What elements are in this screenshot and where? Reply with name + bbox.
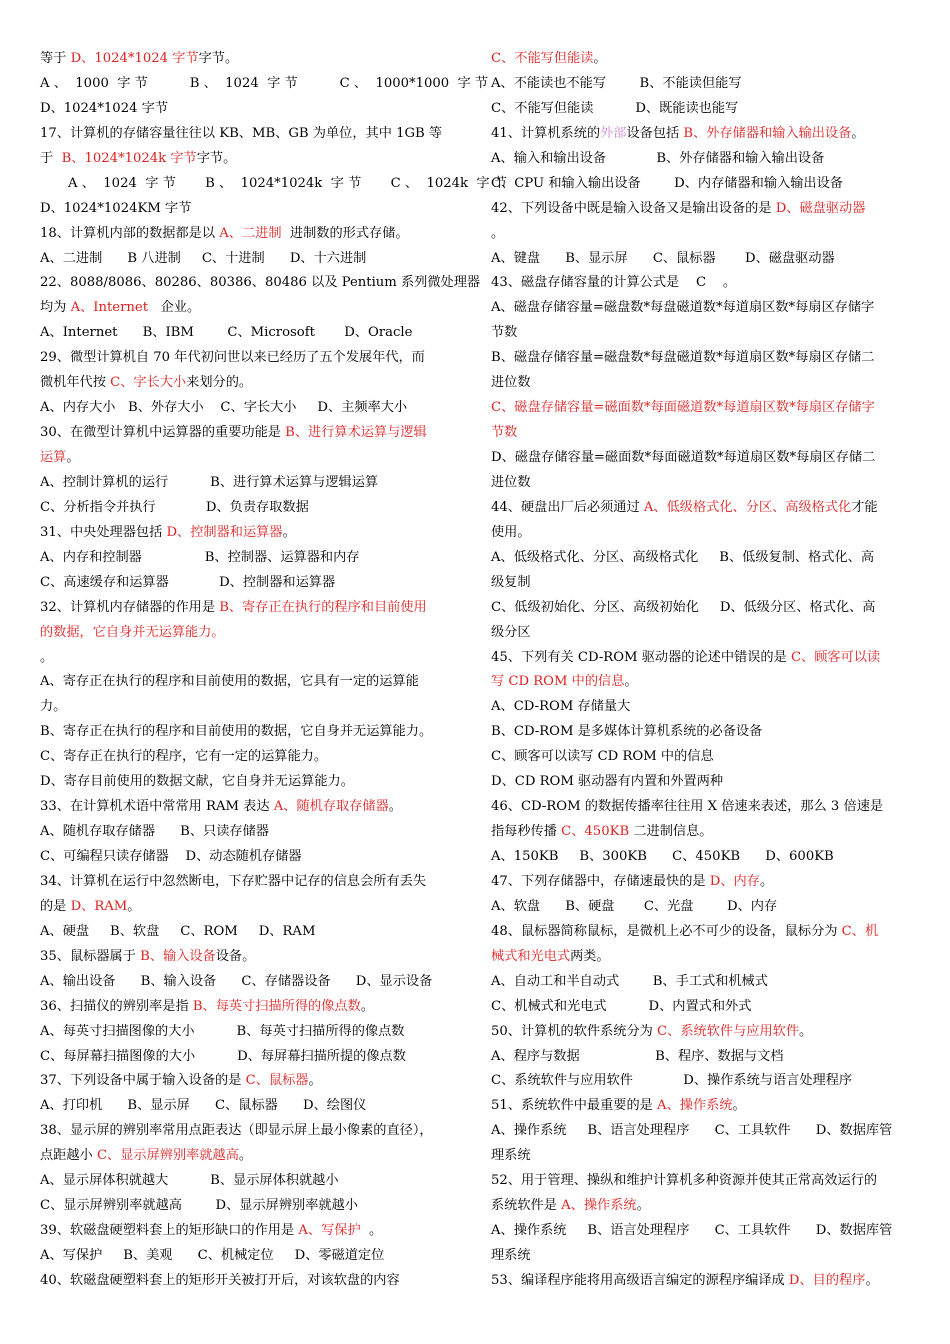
text-segment: 进制数的形式存储。 [281,225,409,241]
text-segment: 设备包括 [626,125,684,141]
answer-text: D、内存 [709,873,760,889]
left-text-line [40,521,460,546]
text-segment: 。 [636,1198,650,1214]
text-segment: 级复制 [491,574,531,590]
text-segment: 。 [851,125,865,141]
text-segment: 42、下列设备中既是输入设备又是输出设备的是 [491,200,776,216]
text-segment: 。 [593,51,607,66]
text-segment: 30、在微型计算机中运算器的重要功能是 [40,425,286,441]
left-text-line [40,695,460,720]
text-segment: C、CPU 和输入输出设备 D、内存储器和输入输出设备 [491,175,843,191]
text-segment: 39、软磁盘硬塑料套上的矩形缺口的作用是 [40,1223,299,1239]
right-text-line [491,296,911,321]
right-text-line [491,122,911,147]
text-segment: 51、系统软件中最重要的是 [491,1098,658,1114]
left-text-line [40,920,460,945]
right-text-line [491,172,911,197]
text-segment: 。 [127,898,141,914]
left-text-line [40,1119,460,1144]
text-segment: 均为 [40,300,71,316]
text-segment: C、可编程只读存储器 D、动态随机存储器 [40,849,302,864]
left-text-line [40,1020,460,1045]
left-text-line [40,471,460,496]
text-segment: A、内存和控制器 B、控制器、运算器和内存 [40,549,360,565]
right-text-line [491,870,911,895]
text-segment: A、输入和输出设备 B、外存储器和输入输出设备 [491,150,825,166]
text-segment: 节数 [491,325,518,341]
text-segment: 企业。 [148,300,201,316]
text-segment: 。 [624,674,638,690]
left-text-line [40,795,460,820]
text-segment: 才能 [851,499,878,515]
text-segment: A、打印机 B、显示屏 C、鼠标器 D、绘图仪 [40,1098,367,1114]
left-text-line [40,820,460,845]
left-text-line [40,646,460,671]
text-segment: 使用。 [491,524,531,540]
text-segment: 点距越小 [40,1148,97,1164]
text-segment: A、操作系统 B、语言处理程序 C、工具软件 D、数据库管 [491,1223,893,1239]
text-segment: A、操作系统 B、语言处理程序 C、工具软件 D、数据库管 [491,1123,893,1139]
right-text-line [491,147,911,172]
text-segment: 。 [388,799,402,815]
left-text-line [40,596,460,621]
answer-text: C、顾客可以读 [790,649,881,665]
text-segment: C、低级初始化、分区、高级初始化 D、低级分区、格式化、高 [491,599,876,615]
answer-text: A、随机存取存储器 [273,799,389,815]
answer-text: C、系统软件与应用软件 [657,1023,800,1039]
right-text-line [491,720,911,745]
right-text-line [491,1020,911,1045]
text-segment: 。 [66,450,80,465]
left-text-line [40,670,460,695]
answer-text: A、操作系统 [561,1198,637,1214]
left-text-line [40,1194,460,1219]
left-text-line [40,1094,460,1119]
left-text-line [40,172,507,197]
left-text-line [40,970,460,995]
answer-text: B、寄存正在执行的程序和目前使用 [219,599,427,615]
text-segment: 。 [282,524,296,540]
text-segment: 级分区 [491,624,531,640]
answer-text: C、机 [841,923,879,939]
text-segment: 33、在计算机术语中常常用 RAM 表达 [40,799,274,815]
answer-text: B、输入设备 [140,948,216,964]
right-text-line [491,1169,911,1194]
right-text-line [491,496,911,521]
text-segment: 二进制信息。 [629,824,713,840]
right-text-line [491,646,911,671]
right-text-line [491,995,911,1020]
text-segment: 45、下列有关 CD-ROM 驱动器的论述中错误的是 [491,649,791,665]
answer-text: D、磁盘驱动器 [775,200,866,216]
answer-text: A、低级格式化、分区、高级格式化 [643,499,852,515]
left-text-line [40,770,460,795]
left-text-line [40,621,460,646]
text-segment: 47、下列存储器中，存储速最快的是 [491,873,710,889]
left-text-line [40,197,460,222]
text-segment: 系统软件是 [491,1198,562,1214]
text-segment: 于 [40,150,62,166]
right-text-line [491,546,911,571]
text-segment: C、机械式和光电式 D、内置式和外式 [491,998,752,1014]
text-segment: A 、 1000 字 节 B 、 1024 字 节 C 、 1000*1000 字 节 [40,75,489,91]
answer-text: A、Internet [70,300,148,316]
text-segment: C、高速缓存和运算器 D、控制器和运算器 [40,574,336,590]
text-segment: C、显示屏辨别率就越高 D、显示屏辨别率就越小 [40,1198,358,1214]
text-segment: 43、磁盘存储容量的计算公式是 C 。 [491,275,737,291]
text-segment: 。 [360,998,374,1014]
left-text-line [40,321,460,346]
answer-text: 写 CD ROM 中的信息 [491,674,625,690]
right-text-line [491,97,911,122]
answer-text: B、进行算术运算与逻辑 [285,425,427,441]
answer-text: B、外存储器和输入输出设备 [683,125,852,141]
text-segment: 。 [360,1223,383,1239]
text-segment: A、不能读也不能写 B、不能读但能写 [491,75,742,91]
text-segment: 31、中央处理器包括 [40,524,167,540]
text-segment: 34、计算机在运行中忽然断电，下存贮器中记存的信息会所有丢失 [40,873,427,889]
right-text-line [491,1045,911,1070]
left-text-line [40,396,460,421]
text-segment: 52、用于管理、操纵和维护计算机多种资源并使其正常高效运行的 [491,1173,878,1189]
right-text-line [491,820,911,845]
right-text-line [491,920,911,945]
right-text-line [491,371,911,396]
text-segment: 理系统 [491,1148,531,1164]
text-segment: B、寄存正在执行的程序和目前使用的数据，它自身并无运算能力。 [40,724,433,740]
text-segment: 18、计算机内部的数据都是以 [40,225,220,241]
text-segment: 22、8088/8086、80286、80386、80486 以及 Pentium 系列微处理器 [40,275,481,291]
text-segment: 46、CD-ROM 的数据传播率往往用 X 倍速来表述，那么 3 倍速是 [491,799,884,815]
text-segment: C、分析指令并执行 D、负责存取数据 [40,499,309,515]
text-segment: 32、计算机内存储器的作用是 [40,599,220,615]
right-text-line [491,446,911,471]
text-segment: 40、软磁盘硬塑料套上的矩形开关被打开后，对该软盘的内容 [40,1272,400,1288]
text-segment: 微机年代按 [40,375,111,391]
left-text-line [40,995,460,1020]
text-segment: 的是 [40,898,71,914]
text-segment: 17、计算机的存储容量往往以 KB、MB、GB 为单位，其中 1GB 等 [40,125,443,141]
text-segment: D、1024*1024KM 字节 [40,200,192,216]
right-text-line [491,1069,911,1094]
text-segment: 力。 [40,699,67,715]
text-segment: 字节。 [198,51,239,66]
left-text-line [40,47,460,72]
text-segment: 指每秒传播 [491,824,562,840]
right-text-line [491,621,911,646]
left-text-line [40,371,460,396]
right-text-line [491,396,911,421]
text-segment: A、软盘 B、硬盘 C、光盘 D、内存 [491,898,778,914]
text-segment: A、内存大小 B、外存大小 C、字长大小 D、主频率大小 [40,400,408,416]
right-text-line [491,1194,911,1219]
left-text-line [40,1144,460,1169]
right-text-line [491,421,911,446]
text-segment: A、低级格式化、分区、高级格式化 B、低级复制、格式化、高 [491,549,875,565]
right-text-line [491,197,911,222]
right-text-line [491,321,911,346]
text-segment: 29、微型计算机自 70 年代初问世以来已经历了五个发展年代，而 [40,350,425,366]
right-text-line [491,1094,911,1119]
left-text-line [40,870,460,895]
left-text-line [40,571,460,596]
answer-text: D、目的程序 [788,1272,866,1288]
text-segment: 理系统 [491,1248,531,1263]
text-segment: B、磁盘存储容量=磁盘数*每盘磁道数*每道扇区数*每扇区存储二 [491,350,875,366]
answer-text: B、1024*1024k 字节 [61,150,197,166]
answer-text: C、鼠标器 [245,1073,309,1089]
answer-text: 节数 [491,425,518,441]
right-text-line [491,222,911,247]
left-text-line [40,1169,460,1194]
right-text-line [491,970,911,995]
text-segment: 38、显示屏的辨别率常用点距表达（即显示屏上最小像素的直径）， [40,1123,433,1139]
answer-text: C、显示屏辨别率就越高 [96,1148,239,1164]
text-segment: 36、扫描仪的辨别率是指 [40,998,193,1014]
text-segment: A、CD-ROM 存储量大 [491,699,631,715]
right-text-line [491,895,911,920]
answer-text: C、字长大小 [110,375,187,391]
left-text-line [40,1219,460,1244]
right-text-line [491,47,911,72]
text-segment: A 、 1024 字 节 B 、 1024*1024k 字 节 C 、 1024k 字 节 [68,175,507,191]
left-text-line [40,1045,460,1070]
text-segment: C、系统软件与应用软件 D、操作系统与语言处理程序 [491,1073,853,1089]
right-column [491,47,911,1294]
right-text-line [491,670,911,695]
answer-text: A、写保护 [298,1223,361,1239]
right-text-line [491,1219,911,1244]
text-segment: 。 [799,1023,813,1039]
text-segment: 35、鼠标器属于 [40,948,141,964]
text-segment: 41、计算机系统的 [491,125,601,141]
text-segment: D、CD ROM 驱动器有内置和外置两种 [491,774,724,790]
right-text-line [491,471,911,496]
right-text-line [491,945,911,970]
text-segment: 来划分的。 [186,375,253,391]
text-segment: A、150KB B、300KB C、450KB D、600KB [491,849,834,864]
text-segment: 。 [759,873,774,889]
left-text-line [40,1244,460,1269]
right-text-line [491,1244,911,1269]
text-segment: 进位数 [491,474,531,490]
text-segment: 。 [308,1073,322,1089]
text-segment: 进位数 [491,375,531,391]
left-text-line [40,147,460,172]
answer-text: B、每英寸扫描所得的像点数 [192,998,361,1014]
right-text-line [491,745,911,770]
text-segment: 字节。 [196,150,237,166]
text-segment: C、每屏幕扫描图像的大小 D、每屏幕扫描所提的像点数 [40,1048,406,1064]
highlight-text: 外部 [600,125,627,141]
text-segment: 。 [40,649,54,665]
answer-text: C、450KB [561,824,630,840]
right-text-line [491,596,911,621]
right-text-line [491,795,911,820]
text-segment: A、输出设备 B、输入设备 C、存储器设备 D、显示设备 [40,973,433,989]
left-text-line [40,72,489,97]
answer-text: D、控制器和运算器 [166,524,283,540]
text-segment: A、键盘 B、显示屏 C、鼠标器 D、磁盘驱动器 [491,250,835,266]
left-text-line [40,1069,460,1094]
right-text-line [491,571,911,596]
text-segment: 。 [732,1098,746,1114]
left-text-line [40,895,460,920]
text-segment: A、硬盘 B、软盘 C、ROM D、RAM [40,923,316,939]
left-text-line [40,1269,460,1294]
text-segment: A、控制计算机的运行 B、进行算术运算与逻辑运算 [40,474,379,490]
answer-text: D、1024*1024 字节 [70,51,199,66]
right-text-line [491,271,911,296]
text-segment: A、Internet B、IBM C、Microsoft D、Oracle [40,325,413,341]
left-text-line [40,720,460,745]
text-segment: 。 [238,1148,253,1164]
left-text-line [40,421,460,446]
left-text-line [40,346,460,371]
text-segment: A、每英寸扫描图像的大小 B、每英寸扫描所得的像点数 [40,1023,405,1039]
right-text-line [491,845,911,870]
answer-text: C、不能写但能读 [491,51,594,66]
right-text-line [491,346,911,371]
text-segment: A、寄存正在执行的程序和目前使用的数据，它具有一定的运算能 [40,674,419,690]
text-segment: A、自动工和半自动式 B、手工式和机械式 [491,973,768,989]
answer-text: A、二进制 [219,225,282,241]
text-segment: D、寄存目前使用的数据文献，它自身并无运算能力。 [40,774,354,790]
left-text-line [40,247,460,272]
answer-text: 运算 [40,450,67,465]
text-segment: A、磁盘存储容量=磁盘数*每盘磁道数*每道扇区数*每扇区存储字 [491,300,875,316]
text-segment: A、二进制 B 八进制 C、十进制 D、十六进制 [40,250,367,266]
left-text-line [40,546,460,571]
text-segment: 。 [865,1272,879,1288]
left-text-line [40,745,460,770]
right-text-line [491,1269,911,1294]
text-segment: 等于 [40,51,71,66]
text-segment: 两类。 [570,948,610,964]
text-segment: A、显示屏体积就越大 B、显示屏体积就越小 [40,1173,339,1189]
right-text-line [491,770,911,795]
text-segment: C、顾客可以读写 CD ROM 中的信息 [491,749,714,765]
right-text-line [491,247,911,272]
text-segment: 。 [491,225,505,241]
text-segment: 44、硬盘出厂后必须通过 [491,499,644,515]
left-text-line [40,97,460,122]
right-text-line [491,695,911,720]
answer-text: 械式和光电式 [491,948,571,964]
answer-text: 的数据，它自身并无运算能力。 [40,624,225,640]
text-segment: 设备。 [215,948,256,964]
left-text-line [40,222,460,247]
text-segment: 37、下列设备中属于输入设备的是 [40,1073,246,1089]
text-segment: C、寄存正在执行的程序，它有一定的运算能力。 [40,749,328,765]
answer-text: A、操作系统 [657,1098,733,1114]
answer-text: D、RAM [70,898,128,914]
left-text-line [40,945,460,970]
text-segment: 50、计算机的软件系统分为 [491,1023,658,1039]
left-text-line [40,446,460,471]
text-segment: B、CD-ROM 是多媒体计算机系统的必备设备 [491,724,763,740]
left-text-line [40,496,460,521]
left-text-line [40,122,460,147]
text-segment: A、写保护 B、美观 C、机械定位 D、零磁道定位 [40,1248,385,1263]
text-segment: D、磁盘存储容量=磁面数*每面磁道数*每道扇区数*每扇区存储二 [491,450,876,465]
left-text-line [40,296,460,321]
right-text-line [491,72,911,97]
left-text-line [40,271,481,296]
text-segment: 53、编译程序能将用高级语言编定的源程序编译成 [491,1272,789,1288]
text-segment: C、不能写但能读 D、既能读也能写 [491,100,739,116]
right-text-line [491,1119,911,1144]
text-segment: 48、鼠标器简称鼠标，是微机上必不可少的设备，鼠标分为 [491,923,842,939]
text-segment: D、1024*1024 字节 [40,100,169,116]
right-text-line [491,521,911,546]
right-text-line [491,1144,911,1169]
text-segment: A、程序与数据 B、程序、数据与文档 [491,1048,784,1064]
text-segment: A、随机存取存储器 B、只读存储器 [40,824,269,840]
answer-text: C、磁盘存储容量=磁面数*每面磁道数*每道扇区数*每扇区存储字 [491,400,875,416]
left-text-line [40,845,460,870]
